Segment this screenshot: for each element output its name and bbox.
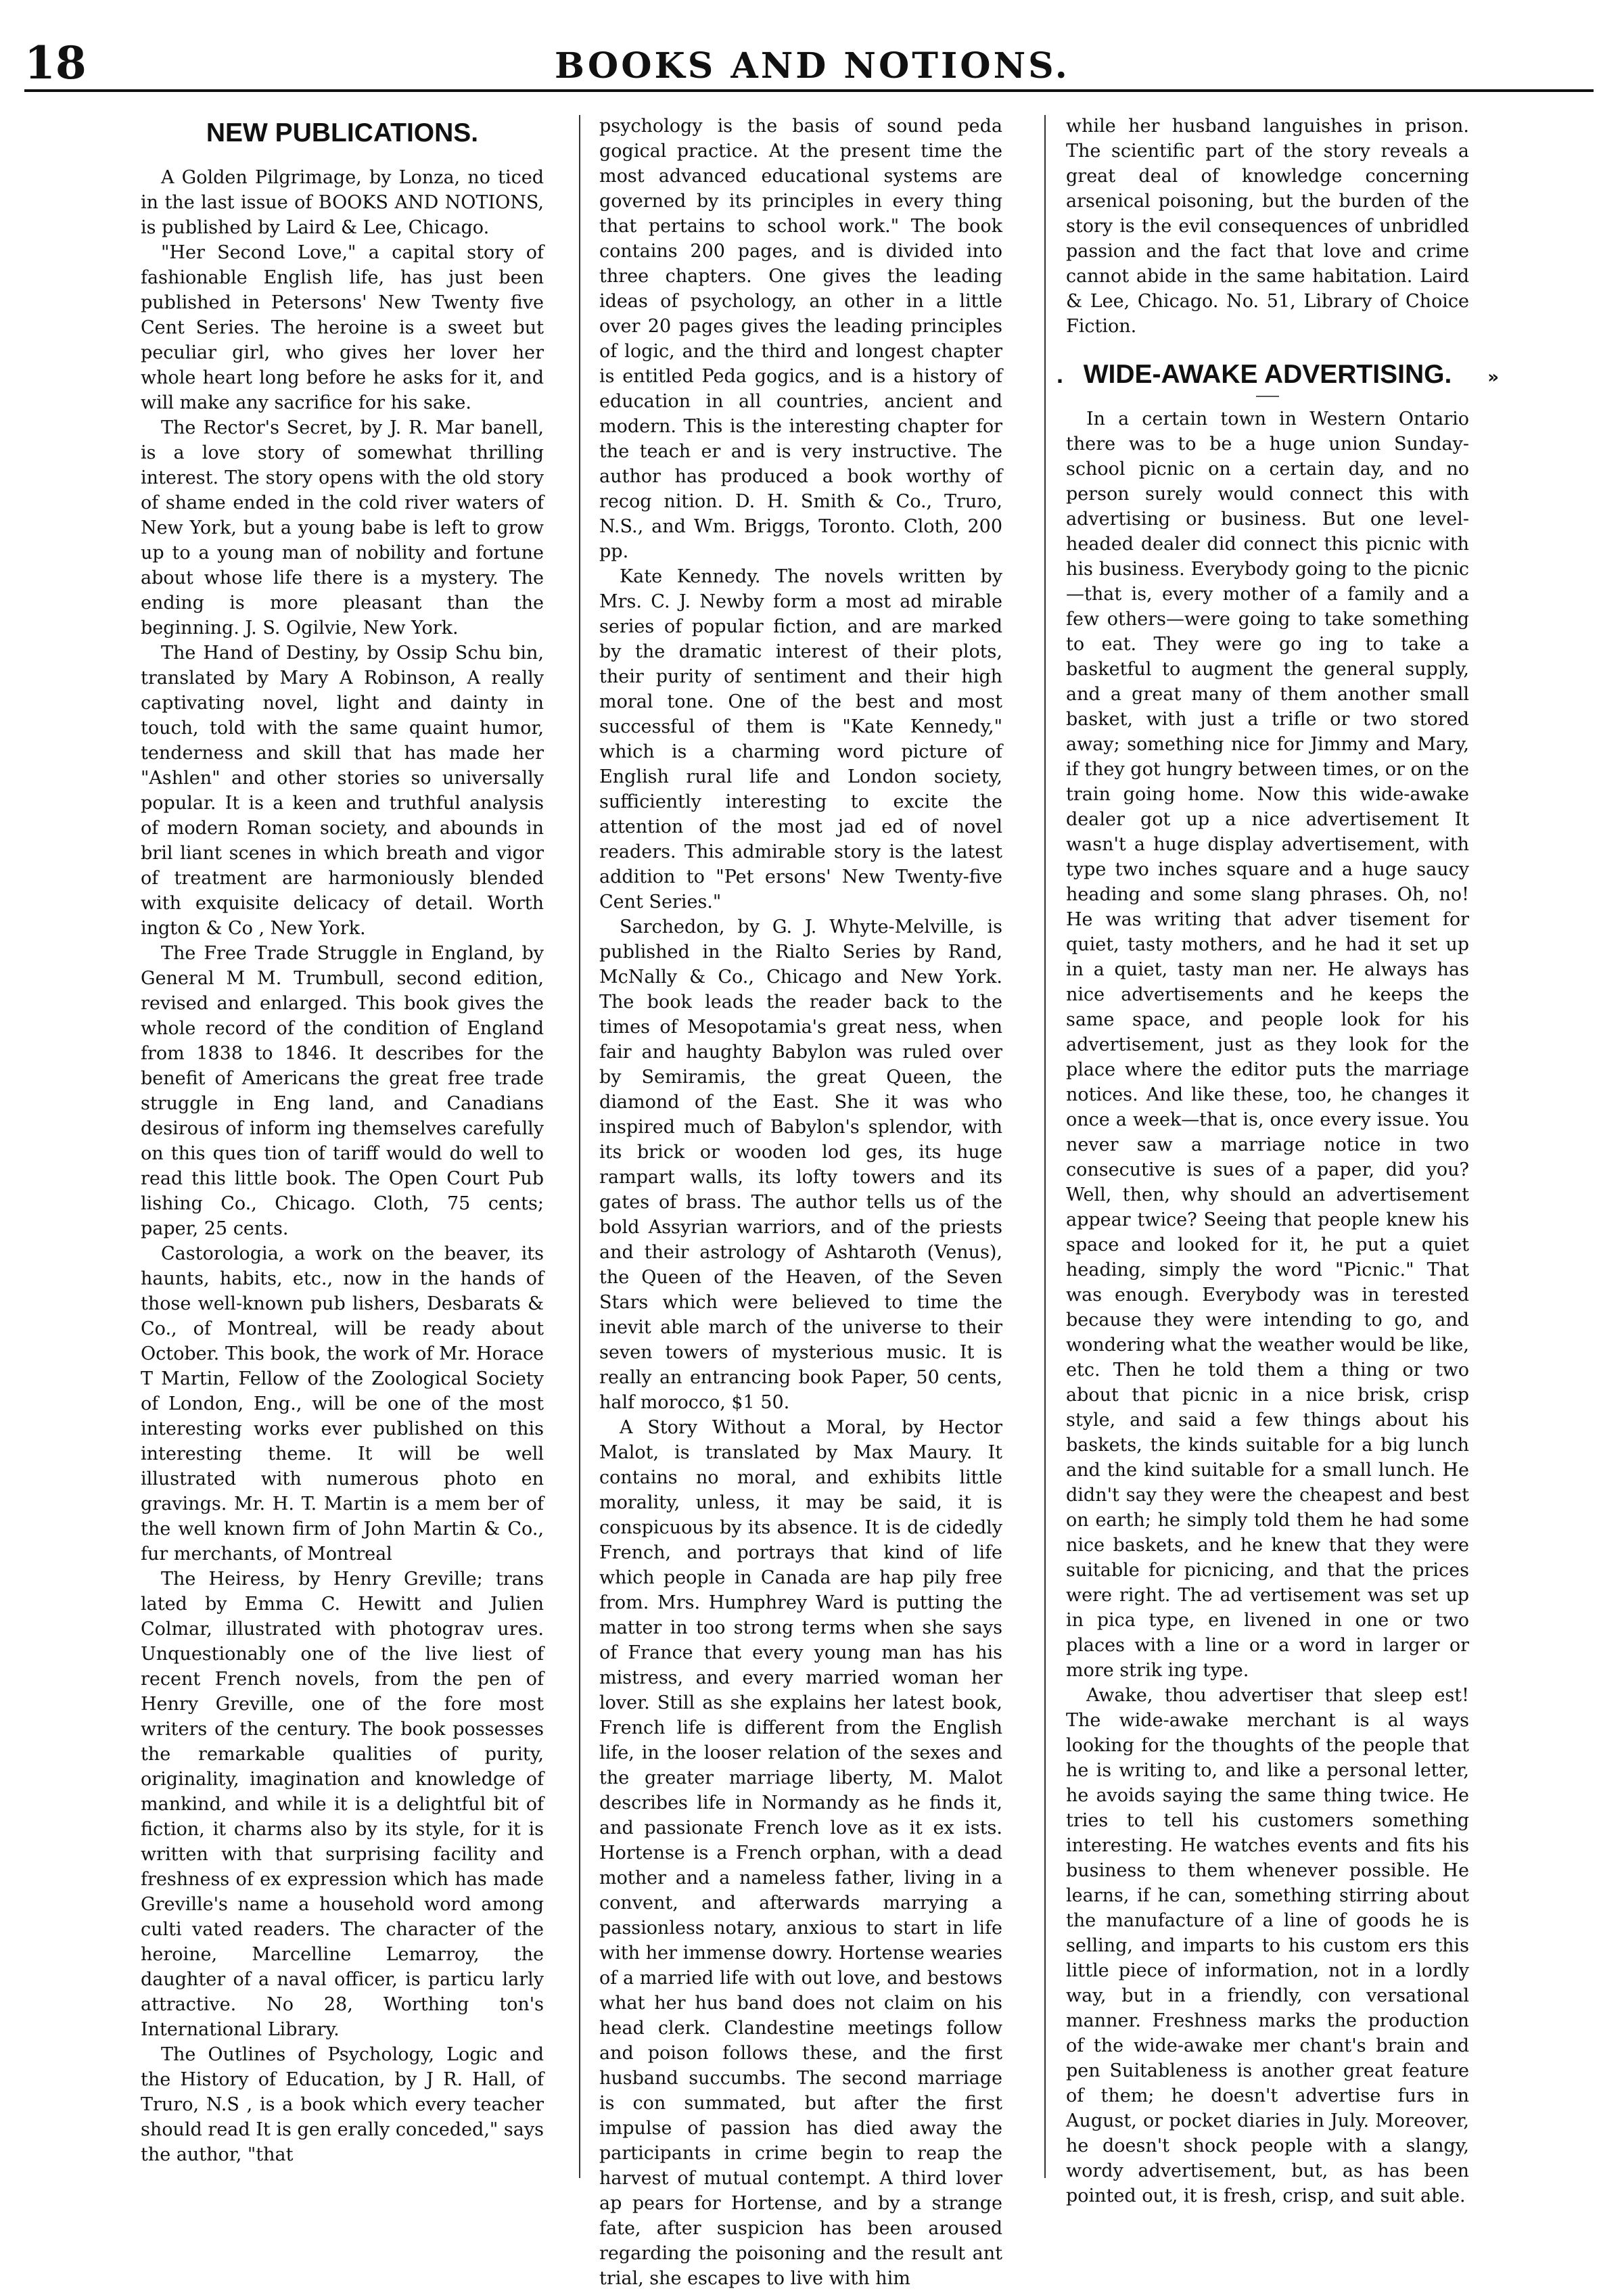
paragraph: The Heiress, by Henry Greville; trans lated by Emma C. Hewitt and Julien Colmar, illustrated with photograv ures. Unquestionably one of the live liest of recent French novels, from the pen of Henry Greville, one of the fore most writers of the century. The book possesses the remarkable qualities of purity, originality, imagination and knowledge of mankind, and while it is a delightful bit of fiction, it charms also by its style, for it is written with that surprising facility and freshness of ex expression which has made Greville's name a household word among culti vated readers. The character of the heroine, Marcelline Lemarroy, the daughter of a naval officer, is particu larly attractive. No 28, Worthing ton's International Library.: [141, 1569, 544, 2040]
heading-rule: [1256, 396, 1279, 397]
page-number: 18: [24, 37, 87, 89]
section-heading-wide-awake-advertising: [1057, 356, 1499, 393]
column-divider: [1044, 115, 1046, 2178]
paragraph: while her husband languishes in prison. The scientific part of the story reveals a great deal of knowledge concerning arsenical poisoning, but the burden of the story is the evil consequences of unbridled passion and the fact that love and crime cannot abide in the same habitation. Laird & Lee, Chicago. No. 51, Library of Choice Fiction.: [1066, 116, 1469, 337]
heading-text: WIDE-AWAKE ADVERTISING.: [1083, 360, 1452, 389]
heading-dot-mark: .: [1057, 361, 1064, 388]
column-3: [1057, 114, 1499, 2208]
paragraph: Castorologia, a work on the beaver, its haunts, habits, etc., now in the hands of those well-known pub lishers, Desbarats & Co., of Montreal, will be ready about October. This book, the work of Mr. Horace T Martin, Fellow of the Zoological Society of London, Eng., will be one of the most interesting works ever published on this interesting theme. It will be well illustrated with numerous photo en gravings. Mr. H. T. Martin is a mem ber of the well known firm of John Martin & Co., fur merchants, of Montreal: [141, 1243, 544, 1565]
column-1: [141, 114, 544, 2167]
running-head: BOOKS AND NOTIONS.: [555, 45, 1070, 87]
paragraph: Awake, thou advertiser that sleep est! The wide-awake merchant is al ways looking for the thoughts of the people that he is writing to, and like a personal letter, he avoids saying the same thing twice. He tries to tell his customers something interesting. He watches events and fits his business to them whenever possible. He learns, if he can, something stirring about the manufacture of a line of goods he is selling, and imparts to his custom ers this little piece of information, not in a lordly way, but in a friendly, con versational manner. Freshness marks the production of the wide-awake mer chant's brain and pen Suitableness is another great feature of them; he doesn't advertise furs in August, or pocket diaries in July. Moreover, he doesn't shock people with a slangy, wordy advertisement, but, as has been pointed out, it is fresh, crisp, and suit able.: [1066, 1685, 1469, 2206]
paragraph: Kate Kennedy. The novels written by Mrs. C. J. Newby form a most ad mirable series of popular fiction, and are marked by the dramatic interest of their plots, their purity of sentiment and their high moral tone. One of the best and most successful of them is "Kate Kennedy," which is a charming word picture of English rural life and London society, sufficiently interesting to excite the attention of the most jad ed of novel readers. This admirable story is the latest addition to "Pet ersons' New Twenty-five Cent Series.": [599, 566, 1002, 912]
flourish-icon: »: [1487, 367, 1499, 388]
paragraph: A Golden Pilgrimage, by Lonza, no ticed in the last issue of BOOKS AND NOTIONS, is published by Laird & Lee, Chicago.: [141, 167, 544, 238]
paragraph: A Story Without a Moral, by Hector Malot, is translated by Max Maury. It contains no moral, and exhibits little morality, unless, it may be said, it is conspicuous by its absence. It is de cidedly French, and portrays that kind of life which people in Canada are hap pily free from. Mrs. Humphrey Ward is putting the matter in too strong terms when she says of France that every young man has his mistress, and every married woman her lover. Still as she explains her latest book, French life is different from the English life, in the looser relation of the sexes and the greater marriage liberty, M. Malot describes life in Normandy as he finds it, and passionate French love as it ex ists. Hortense is a French orphan, with a dead mother and a nameless father, living in a convent, and afterwards marrying a passionless notary, anxious to start in life with her immense dowry. Hortense wearies of a married life with out love, and bestows what her hus band does not claim on his head clerk. Clandestine meetings follow and poison follows these, and the first husband succumbs. The second marriage is con summated, but after the first impulse of passion has died away the participants in crime begin to reap the harvest of mutual contempt. A third lover ap pears for Hortense, and by a strange fate, after suspicion has been aroused regarding the poisoning and the result ant trial, she escapes to live with him: [599, 1417, 1002, 2289]
paragraph: The Hand of Destiny, by Ossip Schu bin, translated by Mary A Robinson, A really captivating novel, light and dainty in touch, told with the same quaint humor, tenderness and skill that has made her "Ashlen" and other stories so universally popular. It is a keen and truthful analysis of modern Roman society, and abounds in bril liant scenes in which breath and vigor of treatment are harmoniously blended with exquisite delicacy of detail. Worth ington & Co , New York.: [141, 643, 544, 939]
header-rule: [24, 89, 1594, 92]
column-divider: [579, 115, 580, 2178]
column-2: [599, 114, 1002, 2291]
paragraph: psychology is the basis of sound peda gogical practice. At the present time the most advanced educational systems are governed by its principles in every thing that pertains to school work." The book contains 200 pages, and is divided into three chapters. One gives the leading ideas of psychology, an other in a little over 20 pages gives the leading principles of logic, and the third and longest chapter is entitled Peda gogics, and is a history of education in all countries, ancient and modern. This is the interesting chapter for the teach er and is very instructive. The author has produced a book worthy of recog nition. D. H. Smith & Co., Truro, N.S., and Wm. Briggs, Toronto. Cloth, 200 pp.: [599, 116, 1002, 562]
paragraph: The Free Trade Struggle in England, by General M M. Trumbull, second edition, revised and enlarged. This book gives the whole record of the condition of England from 1838 to 1846. It describes for the benefit of Americans the great free trade struggle in Eng land, and Canadians desirous of inform ing themselves carefully on this ques tion of tariff would do well to read this little book. The Open Court Pub lishing Co., Chicago. Cloth, 75 cents; paper, 25 cents.: [141, 943, 544, 1239]
paragraph: In a certain town in Western Ontario there was to be a huge union Sunday-school picnic on a certain day, and no person surely would connect this with advertising or business. But one level-headed dealer did connect this picnic with his business. Everybody going to the picnic—that is, every mother of a family and a few others—were going to take something to eat. They were go ing to take a basketful to augment the general supply, and a great many of them another small basket, with just a trifle or two stored away; something nice for Jimmy and Mary, if they got hungry between times, or on the train going home. Now this wide-awake dealer got up a nice advertisement It wasn't a huge display advertisement, with type two inches square and a huge saucy heading and some slang phrases. Oh, no! He was writing that adver tisement for quiet, tasty mothers, and he had it set up in a quiet, tasty man ner. He always has nice advertisements and he keeps the same space, and people look for his advertisement, just as they look for the place where the editor puts the marriage notices. And like these, too, he changes it once a week—that is, once every issue. You never saw a marriage notice in two consecutive is sues of a paper, did you? Well, then, why should an advertisement appear twice? Seeing that people knew his space and looked for it, he put a quiet heading, simply the word "Picnic." That was enough. Everybody was in terested because they were intending to go, and wondering what the weather would be like, etc. Then he told them a thing or two about that picnic in a nice brisk, crisp style, and said a few things about his baskets, the kinds suitable for a big lunch and the kind suitable for a small lunch. He didn't say they were the cheapest and best on earth; he simply told them he had some nice baskets, and he knew that they were suitable for picnicing, and that the prices were right. The ad vertisement was set up in pica type, en livened in one or two places with a line or a word in larger or more strik ing type.: [1066, 409, 1469, 1681]
section-heading-new-publications: NEW PUBLICATIONS.: [206, 118, 479, 147]
paragraph: The Outlines of Psychology, Logic and the History of Education, by J R. Hall, of Truro, N.S , is a book which every teacher should read It is gen erally conceded," says the author, "that: [141, 2044, 544, 2165]
paragraph: The Rector's Secret, by J. R. Mar banell, is a love story of somewhat thrilling interest. The story opens with the old story of shame ended in the cold river waters of New York, but a young babe is left to grow up to a young man of nobility and fortune about whose life there is a mystery. The ending is more pleasant than the beginning. J. S. Ogilvie, New York.: [141, 417, 544, 639]
paragraph: Sarchedon, by G. J. Whyte-Melville, is published in the Rialto Series by Rand, McNally & Co., Chicago and New York. The book leads the reader back to the times of Mesopotamia's great ness, when fair and haughty Babylon was ruled over by Semiramis, the great Queen, the diamond of the East. She it was who inspired much of Babylon's splendor, with its brick or wooden lod ges, its huge rampart walls, its lofty towers and its gates of brass. The author tells us of the bold Assyrian warriors, and of the priests and their astrology of Ashtaroth (Venus), the Queen of the Heaven, of the Seven Stars which were believed to time the inevit able march of the universe to their seven towers of mysterious music. It is really an entrancing book Paper, 50 cents, half morocco, $1 50.: [599, 917, 1002, 1413]
paragraph: "Her Second Love," a capital story of fashionable English life, has just been published in Petersons' New Twenty five Cent Series. The heroine is a sweet but peculiar girl, who gives her lover her whole heart long before he asks for it, and will make any sacrifice for his sake.: [141, 242, 544, 413]
